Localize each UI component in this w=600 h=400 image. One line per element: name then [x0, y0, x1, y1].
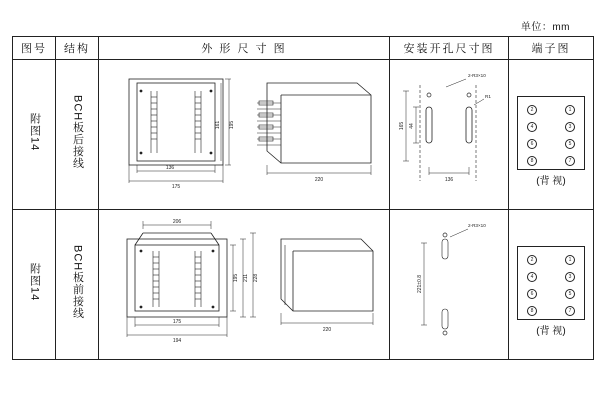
terminal-dot: 8	[527, 156, 537, 166]
table-row	[13, 60, 594, 210]
terminal-box-1	[517, 96, 585, 170]
unit-note: 单位：mm	[520, 22, 570, 33]
svg-text:221±0.8: 221±0.8	[417, 274, 423, 293]
svg-text:195: 195	[229, 120, 235, 129]
terminal-dot: 6	[527, 289, 537, 299]
terminal-dot: 5	[565, 139, 575, 149]
svg-text:220: 220	[314, 176, 324, 183]
svg-text:175: 175	[171, 183, 181, 190]
terminal-drawing-1	[509, 82, 593, 187]
svg-text:228: 228	[253, 273, 259, 282]
table-header-row	[13, 37, 594, 60]
cell-fig-no-1	[13, 60, 56, 210]
svg-text:136: 136	[165, 164, 175, 171]
cell-structure-2	[56, 210, 99, 360]
structure-text-2: BCH板前接线	[71, 244, 84, 320]
fig-no-text-1: 附图14	[28, 112, 41, 152]
dimension-table	[12, 36, 594, 360]
terminal-dot: 8	[527, 306, 537, 316]
svg-text:R1: R1	[485, 93, 491, 99]
svg-text:165: 165	[399, 121, 405, 130]
svg-text:206: 206	[172, 218, 182, 225]
cell-fig-no-2	[13, 210, 56, 360]
terminal-dot: 4	[527, 122, 537, 132]
terminal-dot: 5	[565, 289, 575, 299]
terminal-view-label-2: (背 视)	[536, 326, 566, 337]
cell-mounting-2	[390, 210, 509, 360]
cell-mounting-1	[390, 60, 509, 210]
fig-no-text-2: 附图14	[28, 262, 41, 302]
terminal-dot: 1	[565, 255, 575, 265]
terminal-dot: 1	[565, 105, 575, 115]
header-outline: 外 形 尺 寸 图	[99, 37, 390, 60]
header-structure: 结构	[56, 37, 99, 60]
svg-text:195: 195	[233, 273, 239, 282]
terminal-dot: 2	[527, 255, 537, 265]
terminal-dot: 6	[527, 139, 537, 149]
header-fig-no: 图号	[13, 37, 56, 60]
cell-outline-2	[99, 210, 390, 360]
outline-drawing-2	[99, 211, 389, 359]
svg-text:161: 161	[215, 120, 221, 129]
svg-text:220: 220	[322, 326, 332, 333]
svg-text:2-R3×10: 2-R3×10	[468, 222, 486, 228]
terminal-box-2	[517, 246, 585, 320]
outline-drawing-1	[99, 61, 389, 209]
terminal-dot: 7	[565, 306, 575, 316]
cell-outline-1	[99, 60, 390, 210]
terminal-column-right-2	[565, 255, 575, 316]
svg-text:194: 194	[172, 337, 182, 344]
mounting-drawing-2	[390, 211, 508, 359]
header-mounting: 安装开孔尺寸图	[390, 37, 509, 60]
terminal-column-left-2	[527, 255, 537, 316]
terminal-drawing-2	[509, 232, 593, 337]
terminal-column-right-1	[565, 105, 575, 166]
terminal-dot: 7	[565, 156, 575, 166]
terminal-dot: 3	[565, 122, 575, 132]
table-row	[13, 210, 594, 360]
mounting-drawing-1	[390, 61, 508, 209]
svg-text:175: 175	[172, 318, 182, 325]
header-terminal: 端子图	[509, 37, 594, 60]
svg-text:2-R3×10: 2-R3×10	[468, 72, 486, 78]
cell-structure-1	[56, 60, 99, 210]
terminal-dot: 4	[527, 272, 537, 282]
svg-text:136: 136	[444, 176, 454, 183]
cell-terminal-2	[509, 210, 594, 360]
terminal-dot: 3	[565, 272, 575, 282]
svg-text:211: 211	[243, 273, 249, 282]
terminal-column-left-1	[527, 105, 537, 166]
structure-text-1: BCH板后接线	[71, 94, 84, 170]
svg-text:44: 44	[409, 122, 415, 129]
terminal-dot: 2	[527, 105, 537, 115]
cell-terminal-1	[509, 60, 594, 210]
terminal-view-label-1: (背 视)	[536, 176, 566, 187]
